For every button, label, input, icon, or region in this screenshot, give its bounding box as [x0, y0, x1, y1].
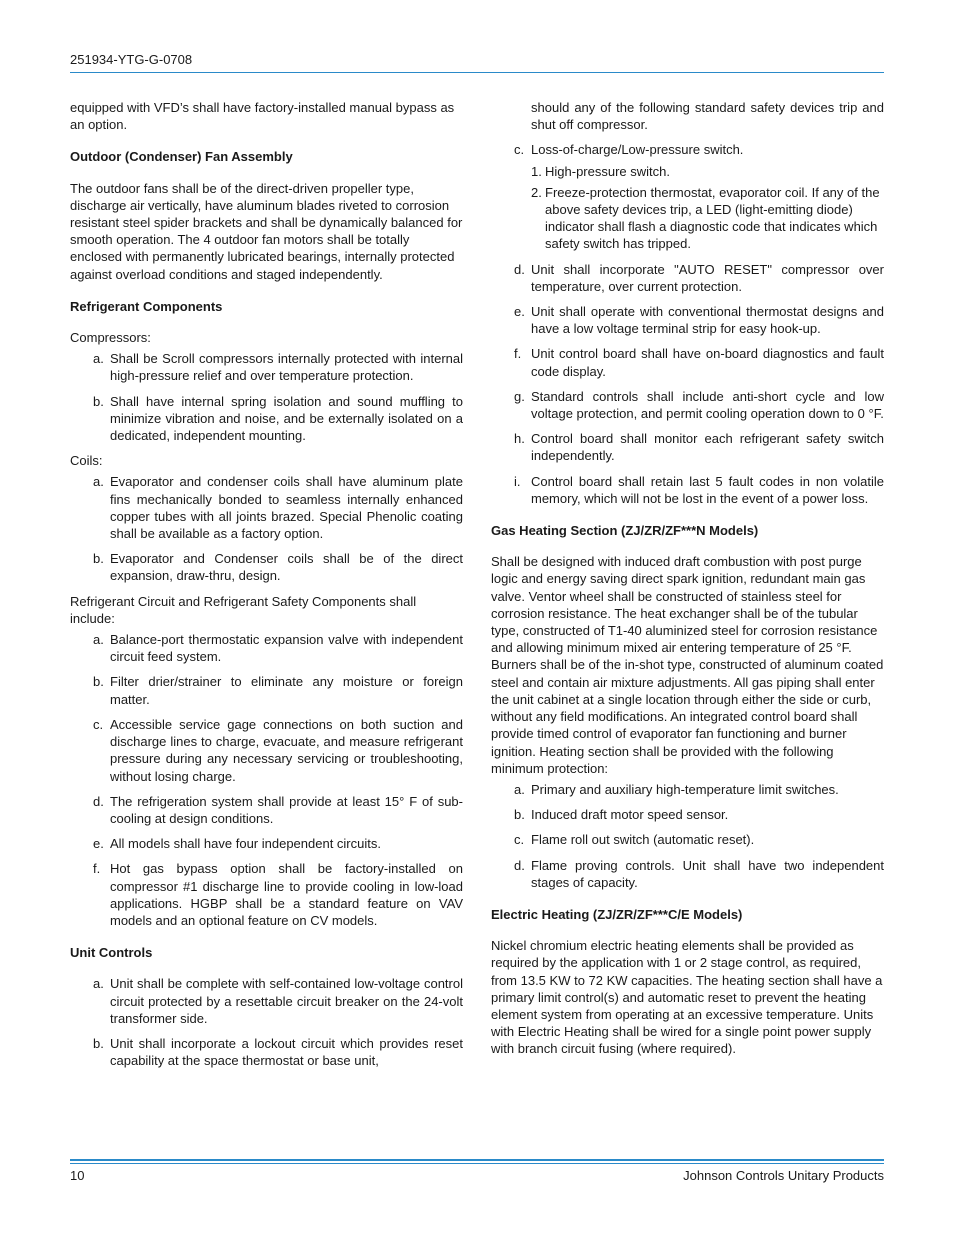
electric-heating-heading: Electric Heating (ZJ/ZR/ZF***C/E Models) [491, 906, 743, 922]
list-item: 2. Freeze-protection thermostat, evaporator coil. If any of the above safety devices trip, a LED (light-emitting diode) indicator shall flash a diagnostic code that indicates which safety switch has tripped. [531, 184, 880, 252]
header-rule [70, 72, 884, 73]
company-name: Johnson Controls Unitary Products [683, 1168, 884, 1183]
right-column [491, 99, 884, 1073]
document-id: 251934-YTG-G-0708 [70, 52, 193, 67]
refrigerant-components-heading: Refrigerant Components [70, 298, 223, 314]
list-item: f. Unit control board shall have on-board diagnostics and fault code display. [514, 346, 884, 379]
list-item: b. Shall have internal spring isolation and sound muffling to minimize vibration and noise, and be externally isolated on a dedicated, independent mounting. [93, 393, 463, 444]
circuit-label: Refrigerant Circuit and Refrigerant Safety Components shall include: [70, 593, 417, 626]
coils-list [70, 473, 463, 584]
list-item: h. Control board shall monitor each refrigerant safety switch independently. [514, 431, 884, 464]
list-item: a. Evaporator and condenser coils shall have aluminum plate fins mechanically bonded to seamless internally enhanced copper tubes with all joints brazed. Special Phenolic coating shall be available as a factory option. [93, 474, 463, 542]
gas-heating-list [491, 781, 884, 891]
list-item: c. Flame roll out switch (automatic reset). [514, 832, 755, 848]
list-item: b. Unit shall incorporate a lockout circuit which provides reset capability at the space thermostat or base unit, [93, 1035, 463, 1069]
list-item: g. Standard controls shall include anti-short cycle and low voltage protection, and permit cooling operation down to 0 °F. [514, 388, 884, 422]
compressors-label: Compressors: [70, 330, 151, 346]
unit-controls-heading: Unit Controls [70, 945, 153, 961]
page-number: 10 [70, 1168, 85, 1183]
footer-rule-thin [70, 1163, 884, 1164]
list-item: a. Shall be Scroll compressors internally protected with internal high-pressure relief and over temperature protection. [93, 351, 463, 384]
list-item: e. Unit shall operate with conventional thermostat designs and have a low voltage terminal strip for easy hook-up. [514, 304, 884, 337]
unit-controls-continued: should any of the following standard safety devices trip and shut off compressor. [531, 100, 884, 133]
gas-heating-paragraph: Shall be designed with induced draft combustion with post purge logic and energy saving direct spark ignition, redundant main gas valve. Ventor wheel shall be constructed of stainless steel for corrosion resistance. The heat exchanger shall be of the tubular type, constructed of T1-40 aluminized steel for corrosion resistance and allowing minimum mixed air entering temperature of 25 °F. Burners shall be of the in-shot type, constructed of aluminum coated steel and contain air mixture adjustments. All gas piping shall enter the unit cabinet at a single location through either the side or curb, without any field modifications. An integrated control board shall provide timed control of evaporator fan functioning and burner ignition. Heating section shall be provided with the following minimum protection: [491, 554, 884, 776]
unit-controls-sublist [491, 163, 884, 253]
list-item: i. Control board shall retain last 5 fault codes in non volatile memory, which will not be lost in the event of a power loss. [514, 473, 884, 506]
gas-heating-heading: Gas Heating Section (ZJ/ZR/ZF***N Models) [491, 523, 759, 539]
unit-controls-list-more [491, 261, 884, 507]
fan-assembly-paragraph: The outdoor fans shall be of the direct-driven propeller type, discharge air vertically, have aluminum blades riveted to corrosion resistant steel spider brackets and shall be dynamically balanced for smooth operation. The 4 outdoor fan motors shall be totally enclosed with permanently lubricated bearings, internally protected against overload conditions and staged independently. [70, 180, 463, 282]
fan-assembly-heading: Outdoor (Condenser) Fan Assembly [70, 149, 293, 165]
list-item: b. Evaporator and Condenser coils shall be of the direct expansion, draw-thru, design. [93, 551, 463, 584]
list-item: a. Primary and auxiliary high-temperature limit switches. [514, 781, 839, 797]
list-item: a. Unit shall be complete with self-contained low-voltage control circuit protected by a resettable circuit breaker on the 24-volt transformer side. [93, 976, 463, 1026]
list-item: 1. High-pressure switch. [531, 163, 670, 179]
list-item: c. Loss-of-charge/Low-pressure switch. [514, 142, 744, 158]
footer-rule [70, 1159, 884, 1161]
circuit-list [70, 631, 463, 929]
list-item: b. Induced draft motor speed sensor. [514, 807, 729, 823]
list-item: a. Balance-port thermostatic expansion valve with independent circuit feed system. [93, 632, 463, 665]
compressors-list [70, 350, 463, 444]
unit-controls-list-c [491, 141, 884, 158]
left-column [70, 99, 463, 1077]
intro-paragraph: equipped with VFD’s shall have factory-installed manual bypass as an option. [70, 100, 455, 133]
list-item: d. Unit shall incorporate "AUTO RESET" compressor over temperature, over current protection. [514, 261, 884, 294]
coils-label: Coils: [70, 453, 103, 469]
list-item: d. Flame proving controls. Unit shall have two independent stages of capacity. [514, 857, 884, 890]
list-item: d. The refrigeration system shall provide at least 15° F of sub-cooling at design conditions. [93, 793, 463, 826]
unit-controls-list [70, 975, 463, 1069]
list-item: e. All models shall have four independent circuits. [93, 836, 381, 852]
list-item: c. Accessible service gage connections on both suction and discharge lines to charge, evacuate, and measure refrigerant pressure during any necessary servicing or troubleshooting, without losing charge. [93, 716, 463, 784]
list-item: f. Hot gas bypass option shall be factory-installed on compressor #1 discharge line to provide cooling in low-load applications. HGBP shall be a standard feature on VAV models and an optional feature on CV models. [93, 861, 463, 928]
electric-heating-paragraph: Nickel chromium electric heating elements shall be provided as required by the application with 1 or 2 stage control, as required, from 13.5 KW to 72 KW capacities. The heating section shall have a primary limit control(s) and automatic reset to prevent the heating element system from operating at an excessive temperature. Units with Electric Heating shall be wired for a single point power supply with branch circuit fusing (where required). [491, 938, 883, 1057]
list-item: b. Filter drier/strainer to eliminate any moisture or foreign matter. [93, 674, 463, 707]
